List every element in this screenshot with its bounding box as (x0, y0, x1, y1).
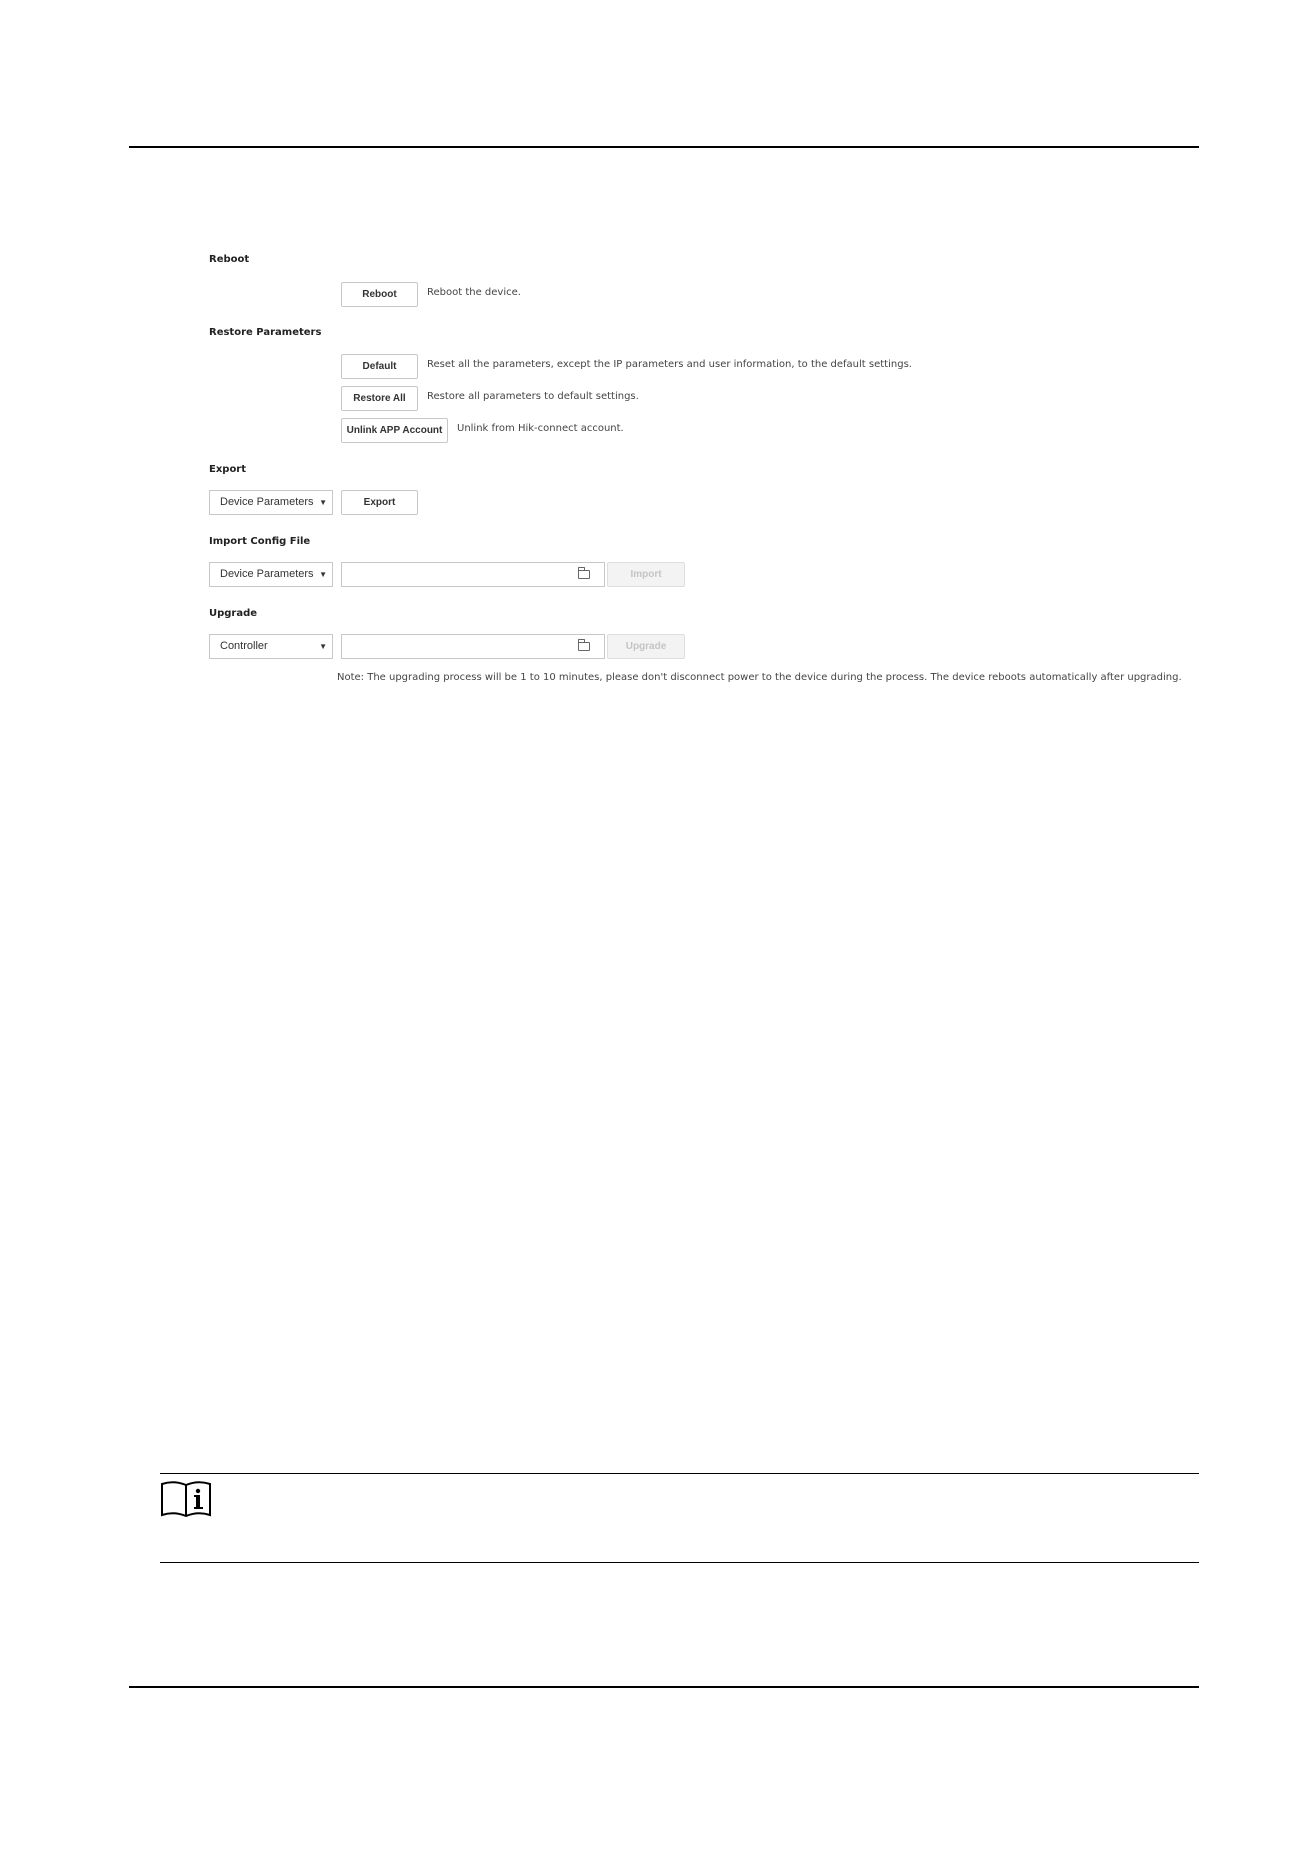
upgrade-type-value: Controller (220, 640, 268, 652)
export-button[interactable]: Export (341, 490, 418, 515)
reboot-section-label: Reboot (209, 254, 250, 265)
upgrade-type-select[interactable] (209, 634, 333, 659)
reboot-description: Reboot the device. (427, 287, 521, 298)
note-top-rule (160, 1473, 1199, 1474)
folder-icon[interactable] (578, 570, 590, 579)
book-info-icon (160, 1480, 212, 1518)
upgrade-button[interactable]: Upgrade (607, 634, 685, 659)
dropdown-arrow-icon: ▼ (319, 642, 327, 651)
upgrade-section-label: Upgrade (209, 608, 258, 619)
upgrade-file-input[interactable] (341, 634, 605, 659)
default-button[interactable]: Default (341, 354, 418, 379)
footer-rule (129, 1686, 1199, 1688)
header-rule (129, 146, 1199, 148)
dropdown-arrow-icon: ▼ (319, 498, 327, 507)
unlink-description: Unlink from Hik-connect account. (457, 423, 624, 434)
restore-section-label: Restore Parameters (209, 327, 322, 338)
reboot-button[interactable]: Reboot (341, 282, 418, 307)
note-bottom-rule (160, 1562, 1199, 1563)
export-section-label: Export (209, 464, 247, 475)
folder-icon[interactable] (578, 642, 590, 651)
import-type-select[interactable] (209, 562, 333, 587)
default-description: Reset all the parameters, except the IP parameters and user information, to the default settings. (427, 359, 912, 370)
import-button[interactable]: Import (607, 562, 685, 587)
restore-all-description: Restore all parameters to default settings. (427, 391, 639, 402)
import-type-value: Device Parameters (220, 568, 314, 580)
upgrade-note: Note: The upgrading process will be 1 to 10 minutes, please don't disconnect power to the device during the process. The device reboots automatically after upgrading. (337, 672, 1182, 683)
dropdown-arrow-icon: ▼ (319, 570, 327, 579)
export-type-value: Device Parameters (220, 496, 314, 508)
import-section-label: Import Config File (209, 536, 311, 547)
import-file-input[interactable] (341, 562, 605, 587)
restore-all-button[interactable]: Restore All (341, 386, 418, 411)
export-type-select[interactable] (209, 490, 333, 515)
unlink-app-account-button[interactable]: Unlink APP Account (341, 418, 448, 443)
